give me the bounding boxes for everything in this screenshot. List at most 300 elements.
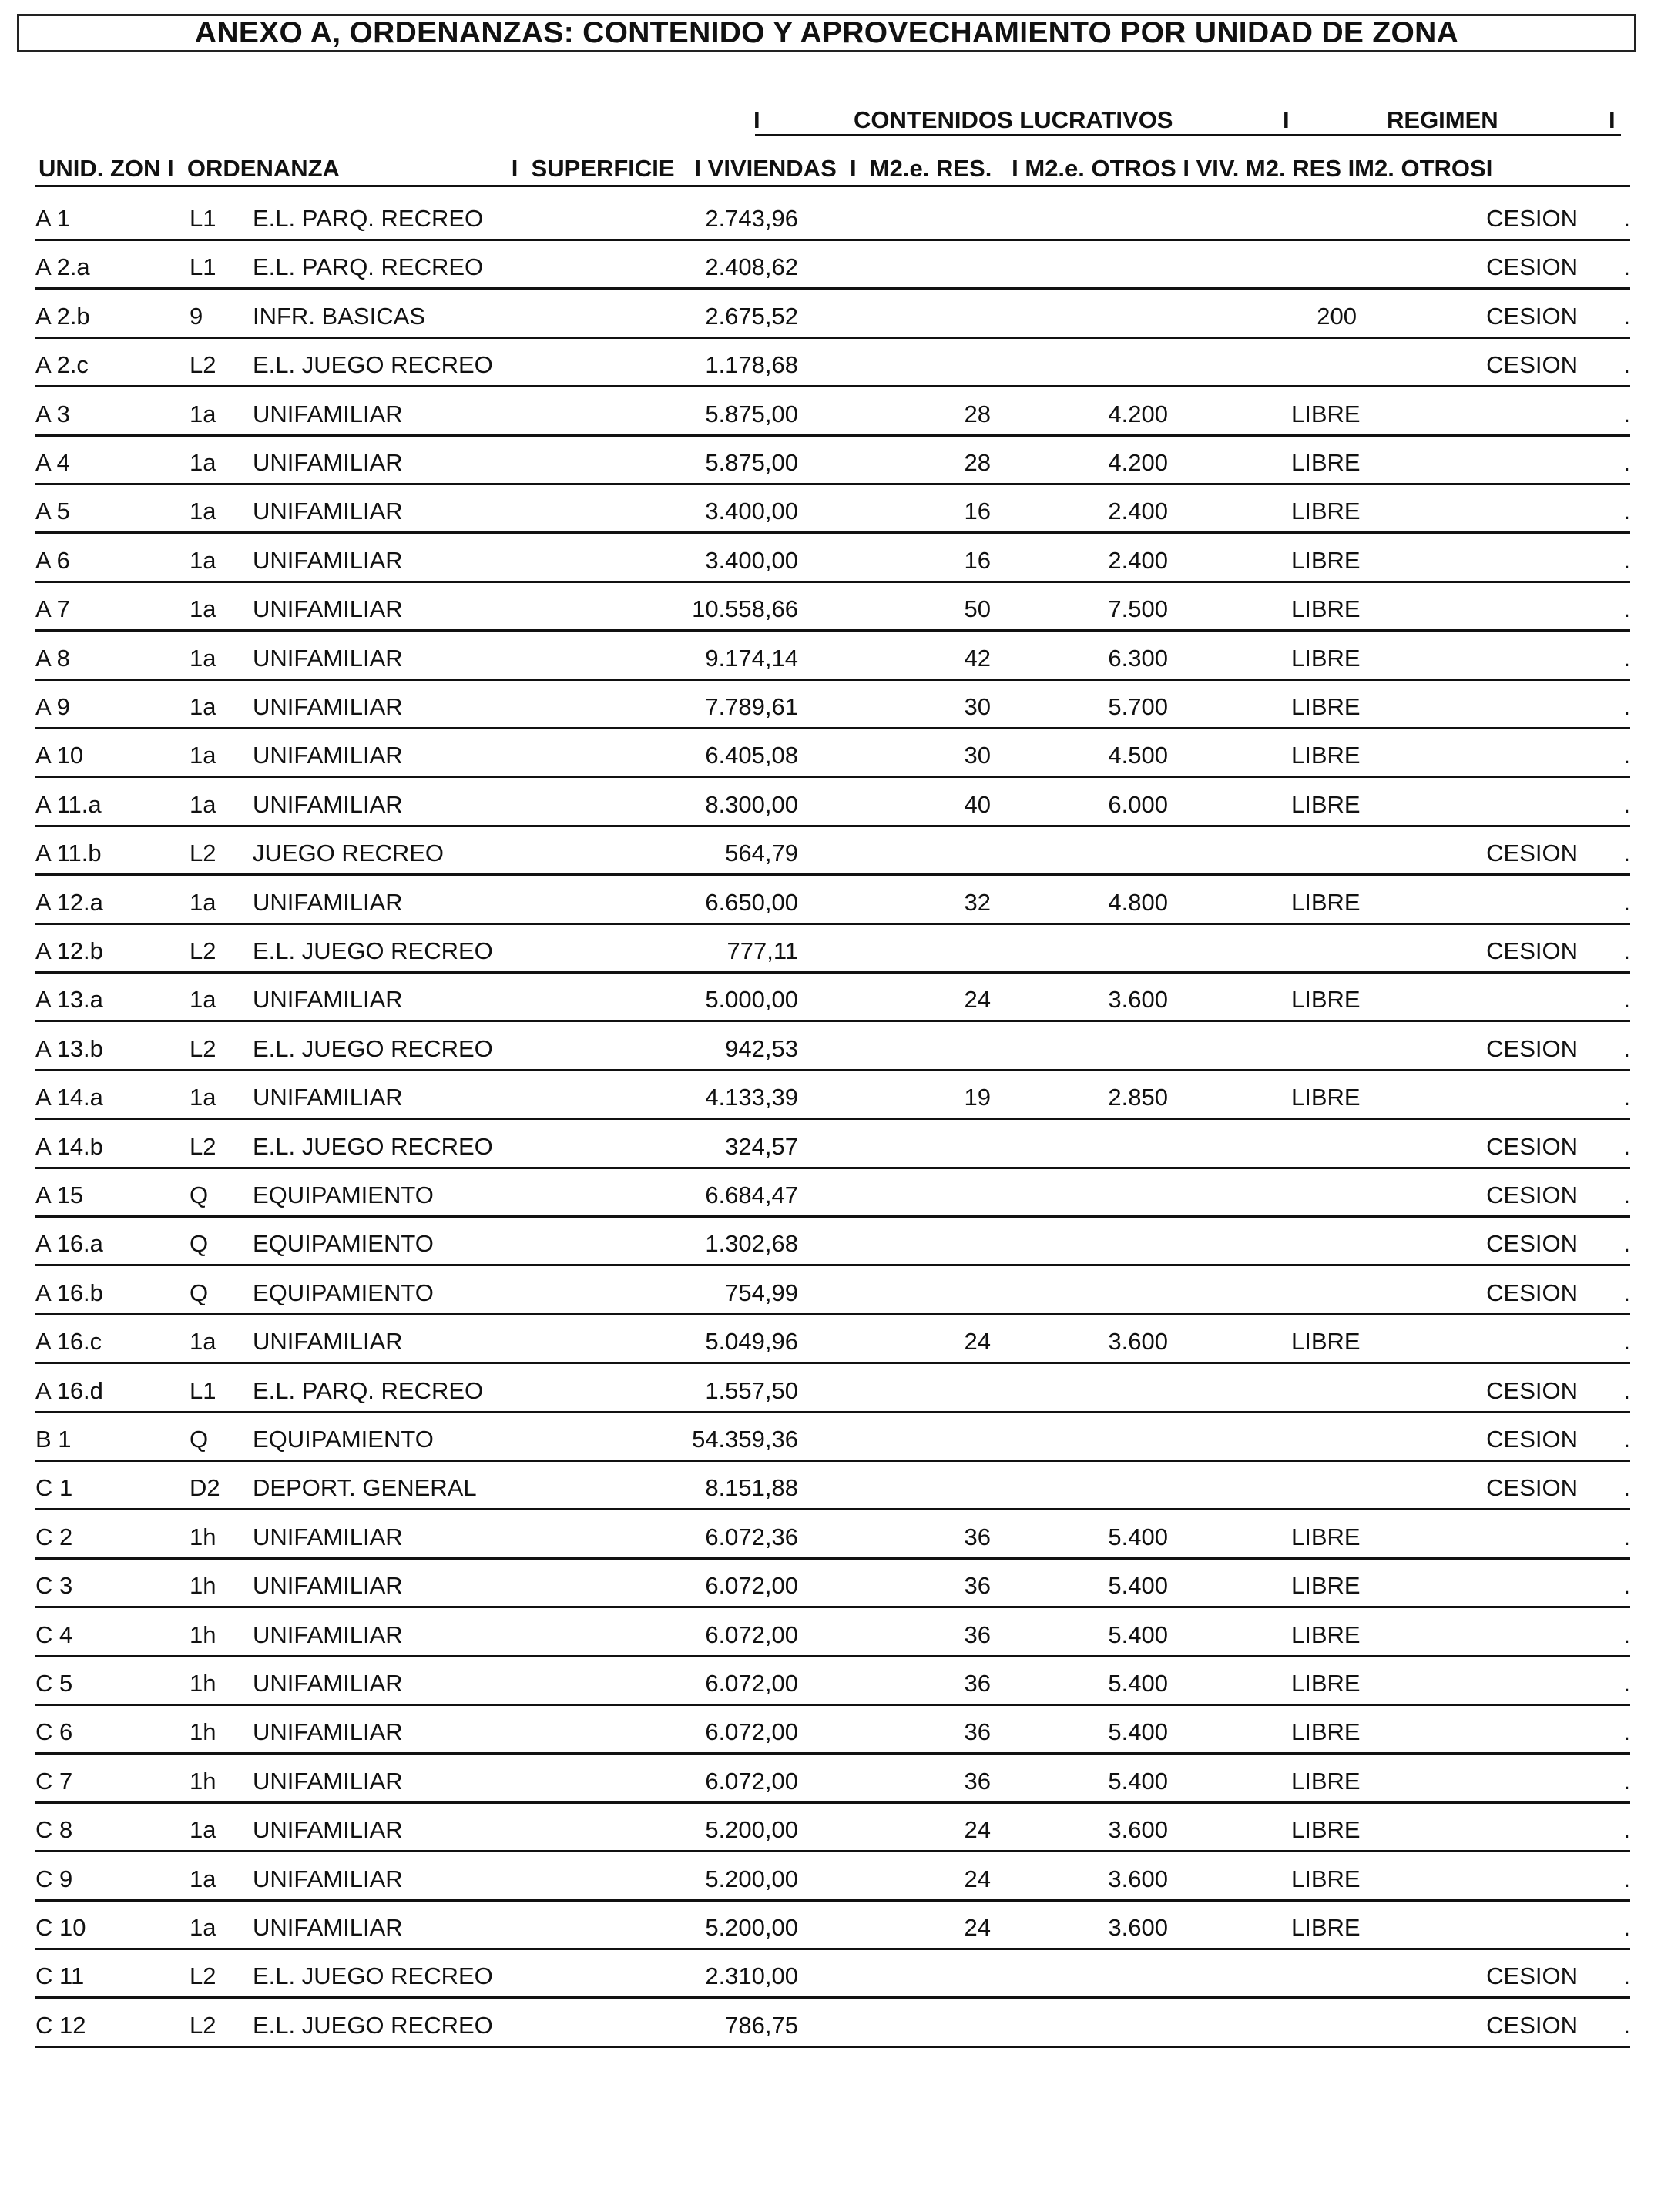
- ordinance-name: UNIFAMILIAR: [253, 790, 403, 818]
- row-end-dot: .: [1623, 1230, 1630, 1258]
- regime-libre: LIBRE: [1291, 644, 1361, 672]
- ordinance-code: 1a: [190, 1914, 216, 1941]
- regime-libre: LIBRE: [1291, 1767, 1361, 1795]
- regime-cesion: CESION: [1486, 937, 1578, 964]
- ordinance-name: E.L. JUEGO RECREO: [253, 2011, 493, 2039]
- regime-cesion: CESION: [1486, 1132, 1578, 1160]
- ordinance-name: INFR. BASICAS: [253, 302, 425, 330]
- regime-libre: LIBRE: [1291, 1816, 1361, 1844]
- row-end-dot: .: [1623, 1523, 1630, 1550]
- ordinance-name: E.L. JUEGO RECREO: [253, 351, 493, 379]
- ordinance-name: UNIFAMILIAR: [253, 1523, 403, 1550]
- ordinance-code: 1h: [190, 1767, 216, 1795]
- surface-value: 1.557,50: [705, 1376, 798, 1404]
- ordinance-name: UNIFAMILIAR: [253, 888, 403, 916]
- table-row: [35, 1950, 1630, 1999]
- ordinance-name: EQUIPAMIENTO: [253, 1181, 434, 1208]
- table-row: [35, 1902, 1630, 1950]
- row-end-dot: .: [1623, 742, 1630, 769]
- regime-cesion: CESION: [1486, 1034, 1578, 1062]
- regime-libre: LIBRE: [1291, 400, 1361, 427]
- zone-code: A 12.b: [35, 937, 103, 964]
- row-end-dot: .: [1623, 1572, 1630, 1600]
- row-end-dot: .: [1623, 888, 1630, 916]
- ordinance-name: UNIFAMILIAR: [253, 546, 403, 574]
- regime-cesion: CESION: [1486, 351, 1578, 379]
- zone-code: A 16.a: [35, 1230, 103, 1258]
- table-row: [35, 1071, 1630, 1120]
- zone-code: C 9: [35, 1865, 73, 1892]
- ordinance-code: L1: [190, 1376, 216, 1404]
- zone-code: A 3: [35, 400, 70, 427]
- table-row: [35, 1755, 1630, 1804]
- surface-value: 8.151,88: [705, 1474, 798, 1502]
- table-row: [35, 632, 1630, 681]
- zone-code: A 1: [35, 205, 70, 232]
- regime-cesion: CESION: [1486, 1426, 1578, 1453]
- zone-code: A 16.d: [35, 1376, 103, 1404]
- ordinance-code: L1: [190, 205, 216, 232]
- header-group-underline: [755, 134, 1621, 136]
- dwellings-value: 16: [964, 498, 991, 525]
- dwellings-value: 24: [964, 1914, 991, 1941]
- zone-code: C 4: [35, 1620, 73, 1648]
- row-end-dot: .: [1623, 1181, 1630, 1208]
- ordinance-code: Q: [190, 1230, 209, 1258]
- table-row: [35, 583, 1630, 632]
- ordinance-code: 1h: [190, 1572, 216, 1600]
- m2-residential-value: 4.800: [1108, 888, 1168, 916]
- ordinance-name: UNIFAMILIAR: [253, 1914, 403, 1941]
- table-row: [35, 485, 1630, 534]
- surface-value: 7.789,61: [705, 693, 798, 720]
- zone-code: A 2.b: [35, 302, 90, 330]
- table-row: [35, 1413, 1630, 1462]
- ordinance-code: Q: [190, 1279, 209, 1306]
- regime-libre: LIBRE: [1291, 1670, 1361, 1697]
- ordinance-name: UNIFAMILIAR: [253, 449, 403, 476]
- dwellings-value: 36: [964, 1572, 991, 1600]
- table-row: [35, 1121, 1630, 1169]
- ordinance-code: L2: [190, 1132, 216, 1160]
- ordinance-code: 1a: [190, 888, 216, 916]
- row-end-dot: .: [1623, 400, 1630, 427]
- zone-code: A 6: [35, 546, 70, 574]
- dwellings-value: 24: [964, 986, 991, 1014]
- surface-value: 6.072,00: [705, 1620, 798, 1648]
- row-end-dot: .: [1623, 498, 1630, 525]
- surface-value: 8.300,00: [705, 790, 798, 818]
- ordinance-name: UNIFAMILIAR: [253, 1865, 403, 1892]
- zone-code: A 13.a: [35, 986, 103, 1014]
- zone-code: C 6: [35, 1718, 73, 1746]
- table-row: [35, 1609, 1630, 1657]
- m2-residential-value: 5.400: [1108, 1620, 1168, 1648]
- regime-libre: LIBRE: [1291, 449, 1361, 476]
- dwellings-value: 36: [964, 1767, 991, 1795]
- surface-value: 6.684,47: [705, 1181, 798, 1208]
- dwellings-value: 16: [964, 546, 991, 574]
- surface-value: 6.072,36: [705, 1523, 798, 1550]
- surface-value: 2.675,52: [705, 302, 798, 330]
- surface-value: 754,99: [725, 1279, 798, 1306]
- table-row: [35, 681, 1630, 729]
- zone-code: A 14.a: [35, 1084, 103, 1111]
- regime-libre: LIBRE: [1291, 888, 1361, 916]
- surface-value: 3.400,00: [705, 498, 798, 525]
- ordinance-code: 1a: [190, 986, 216, 1014]
- ordinance-code: 1a: [190, 1084, 216, 1111]
- surface-value: 2.743,96: [705, 205, 798, 232]
- ordinance-code: 1a: [190, 693, 216, 720]
- ordinance-code: L2: [190, 1034, 216, 1062]
- zone-code: A 2.a: [35, 253, 90, 281]
- surface-value: 5.049,96: [705, 1328, 798, 1356]
- table-row: [35, 779, 1630, 827]
- zone-code: A 11.a: [35, 790, 102, 818]
- ordinance-code: 1a: [190, 498, 216, 525]
- ordinance-name: E.L. JUEGO RECREO: [253, 1962, 493, 1990]
- header-group-regimen: REGIMEN: [1387, 106, 1498, 133]
- surface-value: 2.408,62: [705, 253, 798, 281]
- ordinance-code: 1h: [190, 1718, 216, 1746]
- surface-value: 1.302,68: [705, 1230, 798, 1258]
- ordinance-name: UNIFAMILIAR: [253, 1328, 403, 1356]
- ordinance-code: 9: [190, 302, 203, 330]
- surface-value: 5.200,00: [705, 1865, 798, 1892]
- regime-cesion: CESION: [1486, 2011, 1578, 2039]
- dwellings-value: 36: [964, 1523, 991, 1550]
- regime-cesion: CESION: [1486, 1962, 1578, 1990]
- header-group-right-separator: I: [1609, 106, 1616, 133]
- row-end-dot: .: [1623, 1279, 1630, 1306]
- table-row: [35, 729, 1630, 778]
- regime-libre: LIBRE: [1291, 1718, 1361, 1746]
- table-row: [35, 535, 1630, 583]
- surface-value: 6.072,00: [705, 1767, 798, 1795]
- zone-code: C 11: [35, 1962, 85, 1990]
- zone-code: A 2.c: [35, 351, 89, 379]
- row-end-dot: .: [1623, 986, 1630, 1014]
- zone-code: C 8: [35, 1816, 73, 1844]
- table-row: [35, 193, 1630, 241]
- row-end-dot: .: [1623, 1816, 1630, 1844]
- m2-residential-value: 7.500: [1108, 595, 1168, 623]
- m2-residential-value: 3.600: [1108, 1816, 1168, 1844]
- row-end-dot: .: [1623, 1034, 1630, 1062]
- table-row: [35, 437, 1630, 485]
- dwellings-value: 36: [964, 1620, 991, 1648]
- surface-value: 5.200,00: [705, 1914, 798, 1941]
- surface-value: 777,11: [726, 937, 798, 964]
- ordinance-name: UNIFAMILIAR: [253, 1572, 403, 1600]
- m2-residential-value: 6.000: [1108, 790, 1168, 818]
- regime-libre: LIBRE: [1291, 1865, 1361, 1892]
- zone-code: A 9: [35, 693, 70, 720]
- row-end-dot: .: [1623, 1474, 1630, 1502]
- row-end-dot: .: [1623, 1865, 1630, 1892]
- ordinance-code: 1a: [190, 400, 216, 427]
- m2-residential-value: 5.400: [1108, 1670, 1168, 1697]
- regime-cesion: CESION: [1486, 205, 1578, 232]
- m2-residential-value: 5.400: [1108, 1767, 1168, 1795]
- m2-residential-value: 4.500: [1108, 742, 1168, 769]
- row-end-dot: .: [1623, 1426, 1630, 1453]
- regime-libre: LIBRE: [1291, 1620, 1361, 1648]
- ordinance-code: 1a: [190, 1865, 216, 1892]
- zone-code: A 12.a: [35, 888, 103, 916]
- table-row: [35, 339, 1630, 387]
- ordinance-name: UNIFAMILIAR: [253, 1718, 403, 1746]
- dwellings-value: 50: [964, 595, 991, 623]
- regime-libre: LIBRE: [1291, 1328, 1361, 1356]
- zone-code: A 16.b: [35, 1279, 103, 1306]
- ordinance-name: E.L. JUEGO RECREO: [253, 1132, 493, 1160]
- table-row: [35, 241, 1630, 290]
- table-row: [35, 1462, 1630, 1510]
- ordinance-code: 1a: [190, 595, 216, 623]
- m2-residential-value: 5.700: [1108, 693, 1168, 720]
- m2-residential-value: 4.200: [1108, 449, 1168, 476]
- ordinance-code: 1a: [190, 790, 216, 818]
- table-row: [35, 1560, 1630, 1608]
- ordinance-code: L2: [190, 840, 216, 867]
- header-group-left-separator: I: [753, 106, 760, 133]
- ordinance-name: UNIFAMILIAR: [253, 644, 403, 672]
- ordinance-name: UNIFAMILIAR: [253, 1670, 403, 1697]
- m2-residential-value: 5.400: [1108, 1572, 1168, 1600]
- surface-value: 2.310,00: [705, 1962, 798, 1990]
- zone-code: C 10: [35, 1914, 86, 1941]
- ordinance-name: UNIFAMILIAR: [253, 742, 403, 769]
- table-row: [35, 1706, 1630, 1755]
- regime-cesion: CESION: [1486, 1181, 1578, 1208]
- header-columns: UNID. ZON I ORDENANZA I SUPERFICIE I VIVIENDAS I M2.e. RES. I M2.e. OTROS I VIV. M2. RES IM2. OTROSI: [39, 155, 1493, 182]
- row-end-dot: .: [1623, 302, 1630, 330]
- regime-libre: LIBRE: [1291, 1572, 1361, 1600]
- ordinance-code: 1h: [190, 1523, 216, 1550]
- dwellings-value: 30: [964, 742, 991, 769]
- surface-value: 942,53: [725, 1034, 798, 1062]
- table-row: [35, 1315, 1630, 1364]
- table-row: [35, 1511, 1630, 1560]
- ordinance-code: 1a: [190, 546, 216, 574]
- zone-code: C 5: [35, 1670, 73, 1697]
- zone-code: A 7: [35, 595, 70, 623]
- table-row: [35, 1267, 1630, 1315]
- surface-value: 4.133,39: [705, 1084, 798, 1111]
- zone-code: A 13.b: [35, 1034, 103, 1062]
- regime-libre: LIBRE: [1291, 1084, 1361, 1111]
- m2-residential-value: 4.200: [1108, 400, 1168, 427]
- regime-libre: LIBRE: [1291, 498, 1361, 525]
- ordinance-name: E.L. PARQ. RECREO: [253, 253, 484, 281]
- row-end-dot: .: [1623, 1620, 1630, 1648]
- ordinance-name: UNIFAMILIAR: [253, 498, 403, 525]
- zone-code: C 7: [35, 1767, 73, 1795]
- ordinance-name: UNIFAMILIAR: [253, 1084, 403, 1111]
- zone-code: A 11.b: [35, 840, 102, 867]
- table-row: [35, 876, 1630, 925]
- header-columns-underline: [35, 185, 1630, 187]
- m2-other-value: 200: [1317, 302, 1357, 330]
- row-end-dot: .: [1623, 1718, 1630, 1746]
- table-row: [35, 1023, 1630, 1071]
- dwellings-value: 36: [964, 1718, 991, 1746]
- surface-value: 6.072,00: [705, 1670, 798, 1697]
- table-row: [35, 1657, 1630, 1706]
- table-row: [35, 290, 1630, 339]
- zone-code: C 2: [35, 1523, 73, 1550]
- zone-code: B 1: [35, 1426, 72, 1453]
- ordinance-code: 1h: [190, 1620, 216, 1648]
- ordinance-code: 1a: [190, 449, 216, 476]
- ordinance-name: E.L. PARQ. RECREO: [253, 1376, 484, 1404]
- regime-libre: LIBRE: [1291, 546, 1361, 574]
- surface-value: 3.400,00: [705, 546, 798, 574]
- surface-value: 1.178,68: [705, 351, 798, 379]
- dwellings-value: 40: [964, 790, 991, 818]
- row-end-dot: .: [1623, 449, 1630, 476]
- ordinance-name: UNIFAMILIAR: [253, 1767, 403, 1795]
- dwellings-value: 19: [964, 1084, 991, 1111]
- regime-cesion: CESION: [1486, 253, 1578, 281]
- row-end-dot: .: [1623, 1914, 1630, 1941]
- ordinance-name: EQUIPAMIENTO: [253, 1230, 434, 1258]
- ordinance-name: E.L. JUEGO RECREO: [253, 1034, 493, 1062]
- m2-residential-value: 5.400: [1108, 1718, 1168, 1746]
- zone-code: A 16.c: [35, 1328, 102, 1356]
- ordinance-code: Q: [190, 1181, 209, 1208]
- ordinance-code: L2: [190, 351, 216, 379]
- regime-cesion: CESION: [1486, 1376, 1578, 1404]
- ordinance-name: UNIFAMILIAR: [253, 986, 403, 1014]
- ordinance-name: EQUIPAMIENTO: [253, 1279, 434, 1306]
- ordinance-code: L2: [190, 2011, 216, 2039]
- ordinance-name: UNIFAMILIAR: [253, 1816, 403, 1844]
- row-end-dot: .: [1623, 693, 1630, 720]
- zone-code: C 12: [35, 2011, 86, 2039]
- regime-cesion: CESION: [1486, 840, 1578, 867]
- row-end-dot: .: [1623, 1962, 1630, 1990]
- ordinance-code: 1a: [190, 1328, 216, 1356]
- m2-residential-value: 2.850: [1108, 1084, 1168, 1111]
- row-end-dot: .: [1623, 546, 1630, 574]
- ordinance-name: UNIFAMILIAR: [253, 693, 403, 720]
- table-row: [35, 1999, 1630, 2048]
- surface-value: 5.200,00: [705, 1816, 798, 1844]
- surface-value: 6.072,00: [705, 1718, 798, 1746]
- m2-residential-value: 3.600: [1108, 1914, 1168, 1941]
- dwellings-value: 24: [964, 1328, 991, 1356]
- m2-residential-value: 3.600: [1108, 986, 1168, 1014]
- row-end-dot: .: [1623, 644, 1630, 672]
- table-row: [35, 974, 1630, 1022]
- ordinance-name: DEPORT. GENERAL: [253, 1474, 477, 1502]
- row-end-dot: .: [1623, 1132, 1630, 1160]
- row-end-dot: .: [1623, 253, 1630, 281]
- surface-value: 324,57: [725, 1132, 798, 1160]
- row-end-dot: .: [1623, 2011, 1630, 2039]
- regime-libre: LIBRE: [1291, 742, 1361, 769]
- dwellings-value: 24: [964, 1816, 991, 1844]
- row-end-dot: .: [1623, 1670, 1630, 1697]
- dwellings-value: 30: [964, 693, 991, 720]
- row-end-dot: .: [1623, 840, 1630, 867]
- surface-value: 5.875,00: [705, 400, 798, 427]
- surface-value: 10.558,66: [692, 595, 798, 623]
- zone-code: A 4: [35, 449, 70, 476]
- regime-cesion: CESION: [1486, 302, 1578, 330]
- regime-cesion: CESION: [1486, 1474, 1578, 1502]
- table-row: [35, 925, 1630, 974]
- table-row: [35, 827, 1630, 876]
- ordinance-code: L1: [190, 253, 216, 281]
- surface-value: 564,79: [725, 840, 798, 867]
- ordinance-name: JUEGO RECREO: [253, 840, 445, 867]
- table-row: [35, 388, 1630, 437]
- surface-value: 786,75: [725, 2011, 798, 2039]
- ordinance-name: EQUIPAMIENTO: [253, 1426, 434, 1453]
- regime-libre: LIBRE: [1291, 790, 1361, 818]
- dwellings-value: 42: [964, 644, 991, 672]
- zone-code: A 15: [35, 1181, 84, 1208]
- surface-value: 5.875,00: [705, 449, 798, 476]
- ordinance-code: Q: [190, 1426, 209, 1453]
- row-end-dot: .: [1623, 205, 1630, 232]
- surface-value: 6.650,00: [705, 888, 798, 916]
- surface-value: 6.072,00: [705, 1572, 798, 1600]
- header-group-contenidos: CONTENIDOS LUCRATIVOS: [854, 106, 1173, 133]
- dwellings-value: 32: [964, 888, 991, 916]
- row-end-dot: .: [1623, 1767, 1630, 1795]
- m2-residential-value: 2.400: [1108, 498, 1168, 525]
- zone-code: C 1: [35, 1474, 73, 1502]
- table-row: [35, 1169, 1630, 1218]
- regime-libre: LIBRE: [1291, 1914, 1361, 1941]
- table-row: [35, 1365, 1630, 1413]
- m2-residential-value: 3.600: [1108, 1865, 1168, 1892]
- zone-code: A 14.b: [35, 1132, 103, 1160]
- row-end-dot: .: [1623, 1376, 1630, 1404]
- zone-code: A 8: [35, 644, 70, 672]
- row-end-dot: .: [1623, 351, 1630, 379]
- dwellings-value: 28: [964, 449, 991, 476]
- dwellings-value: 28: [964, 400, 991, 427]
- table-row: [35, 1853, 1630, 1902]
- surface-value: 9.174,14: [705, 644, 798, 672]
- row-end-dot: .: [1623, 937, 1630, 964]
- ordinance-code: 1a: [190, 644, 216, 672]
- ordinance-code: 1a: [190, 742, 216, 769]
- header-group-mid-separator: I: [1283, 106, 1290, 133]
- regime-libre: LIBRE: [1291, 1523, 1361, 1550]
- regime-libre: LIBRE: [1291, 693, 1361, 720]
- row-end-dot: .: [1623, 790, 1630, 818]
- ordinance-name: UNIFAMILIAR: [253, 595, 403, 623]
- regime-libre: LIBRE: [1291, 986, 1361, 1014]
- table-row: [35, 1218, 1630, 1266]
- ordinance-code: 1a: [190, 1816, 216, 1844]
- surface-value: 6.405,08: [705, 742, 798, 769]
- document-title: ANEXO A, ORDENANZAS: CONTENIDO Y APROVECHAMIENTO POR UNIDAD DE ZONA: [17, 14, 1636, 52]
- ordinance-name: E.L. PARQ. RECREO: [253, 205, 484, 232]
- dwellings-value: 24: [964, 1865, 991, 1892]
- zone-code: A 5: [35, 498, 70, 525]
- regime-cesion: CESION: [1486, 1279, 1578, 1306]
- surface-value: 5.000,00: [705, 986, 798, 1014]
- zone-code: C 3: [35, 1572, 73, 1600]
